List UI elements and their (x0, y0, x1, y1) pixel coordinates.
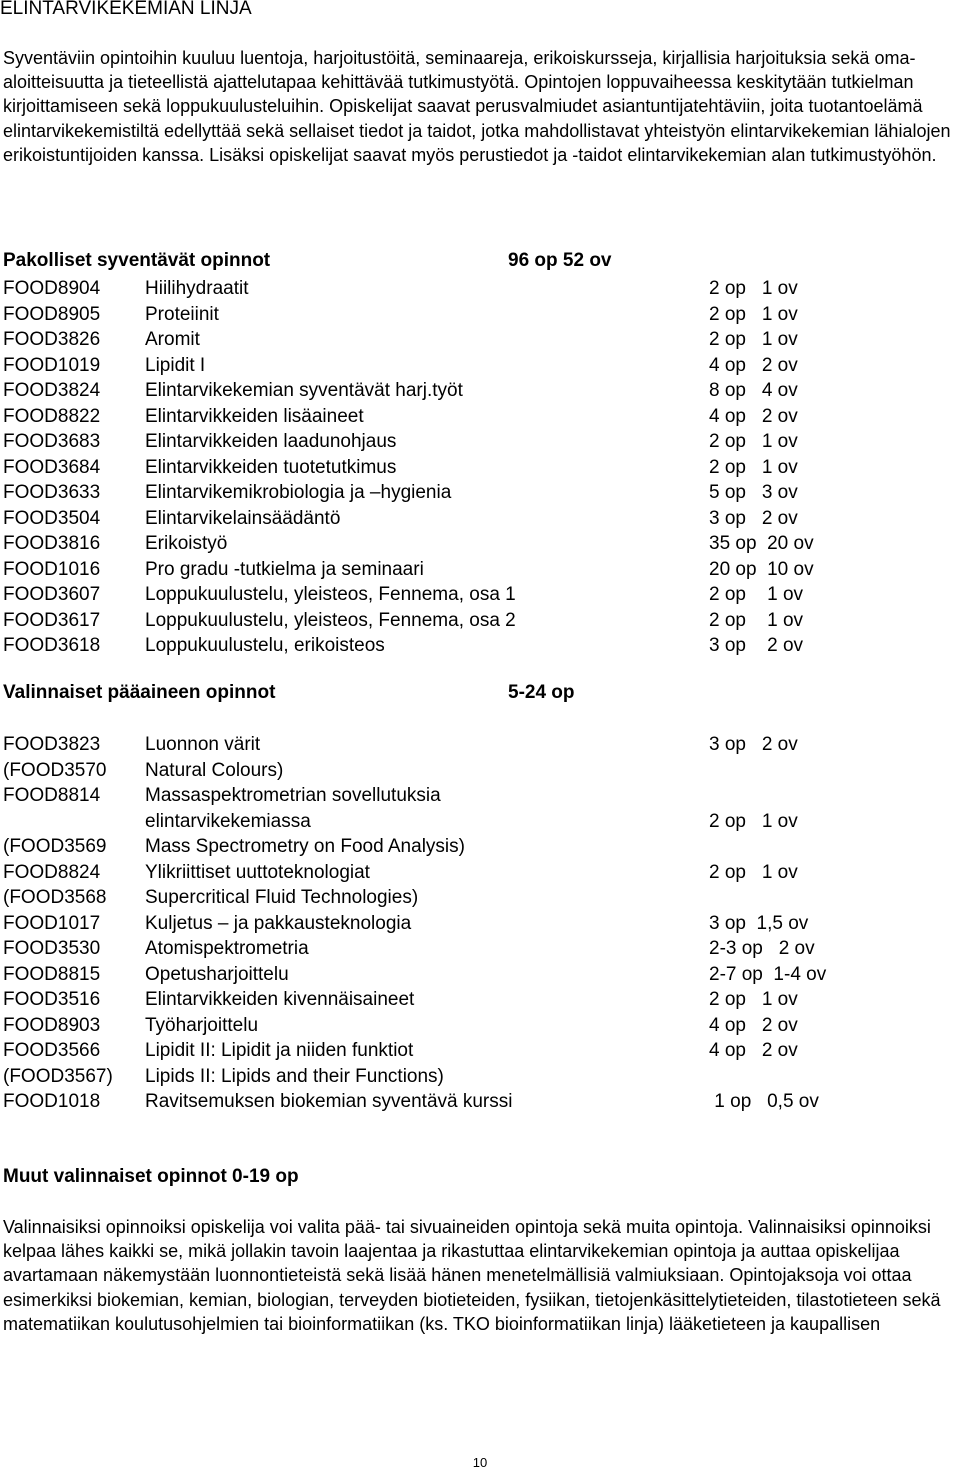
course-name: Mass Spectrometry on Food Analysis) (145, 836, 465, 857)
course-row (3, 582, 955, 608)
course-row (3, 327, 955, 353)
course-code: FOOD1019 (3, 354, 101, 376)
course-credits: 3 op 2 ov (709, 734, 798, 755)
course-row (3, 455, 955, 481)
course-code: FOOD8822 (3, 405, 101, 427)
course-name: Ylikriittiset uuttoteknologiat (145, 861, 370, 883)
course-name: Loppukuulustelu, yleisteos, Fennema, osa 2 (145, 609, 516, 631)
course-row (3, 302, 955, 328)
course-credits: 4 op 2 ov (709, 1040, 798, 1061)
course-code: FOOD1017 (3, 912, 101, 934)
course-row (3, 276, 955, 302)
course-credits: 2 op 1 ov (709, 329, 798, 350)
course-name: Loppukuulustelu, erikoisteos (145, 635, 385, 656)
course-code: FOOD3684 (3, 456, 101, 478)
course-code: FOOD3617 (3, 609, 101, 631)
other-studies-heading (3, 1166, 299, 1188)
course-row (3, 860, 955, 886)
course-row (3, 531, 955, 557)
course-row (3, 608, 955, 634)
course-name: Elintarvikekemian syventävät harj.työt (145, 380, 463, 401)
course-credits: 3 op 2 ov (709, 507, 798, 529)
course-name: Massaspektrometrian sovellutuksia (145, 785, 441, 806)
course-row (3, 1038, 955, 1064)
course-code: (FOOD3567) (3, 1065, 113, 1087)
course-credits: 2 op 1 ov (709, 456, 798, 478)
course-code: FOOD8904 (3, 278, 101, 299)
page-number: 10 (472, 1455, 488, 1470)
course-row (3, 962, 955, 988)
page-title: ELINTARVIKEKEMIAN LINJA (0, 0, 252, 19)
course-code: FOOD3683 (3, 431, 101, 452)
mandatory-heading (3, 250, 612, 272)
course-code: FOOD3516 (3, 989, 101, 1010)
course-code: (FOOD3569 (3, 836, 107, 857)
course-name: Hiilihydraatit (145, 278, 249, 299)
course-code: FOOD8905 (3, 303, 101, 325)
course-credits: 2 op 1 ov (709, 584, 804, 605)
course-row (3, 633, 955, 659)
course-credits: 2 op 1 ov (709, 303, 798, 325)
course-row (3, 1064, 955, 1090)
course-code: (FOOD3568 (3, 887, 107, 908)
course-code: FOOD3530 (3, 938, 101, 959)
course-name: Elintarvikkeiden tuotetutkimus (145, 456, 397, 478)
course-row (3, 404, 955, 430)
course-code: FOOD8903 (3, 1014, 101, 1036)
course-credits: 20 op 10 ov (709, 558, 814, 580)
course-code: FOOD1018 (3, 1091, 101, 1112)
course-code: FOOD3826 (3, 329, 101, 350)
course-credits: 2 op 1 ov (709, 989, 798, 1010)
course-name: Supercritical Fluid Technologies) (145, 887, 419, 908)
course-name: Ravitsemuksen biokemian syventävä kurssi (145, 1091, 513, 1112)
course-code: FOOD8814 (3, 785, 101, 806)
mandatory-course-list (3, 276, 955, 659)
intro-paragraph: Syventäviin opintoihin kuuluu luentoja, harjoitustöitä, seminaareja, erikoiskursseja, kirjallisia harjoituksia sekä oma-aloitteisuutta ja tieteellistä ajattelutapaa kehittävää tutkimustyötä. Opintojen loppuvaiheessa keskitytään tutkielman kirjoittamiseen sekä loppukuulusteluihin. Opiskelijat saavat perusvalmiudet asiantuntijatehtäviin, joita tuotantoelämä elintarvikekemistiltä edellyttää sekä sellaiset tiedot ja taidot, jotka mahdollistavat yhteistyön elintarvikekemian lähialojen erikoistuntijoiden kanssa. Lisäksi opiskelijat saavat myös perustiedot ja -taidot elintarvikekemian alan tutkimustyöhön. (3, 48, 951, 165)
course-name: Lipids II: Lipids and their Functions) (145, 1065, 444, 1087)
course-name: elintarvikekemiassa (145, 810, 311, 832)
course-row (3, 987, 955, 1013)
course-code: FOOD3566 (3, 1040, 101, 1061)
course-code: FOOD3823 (3, 734, 101, 755)
course-code: FOOD3504 (3, 507, 101, 529)
mandatory-total: 96 op 52 ov (508, 250, 612, 271)
course-row (3, 557, 955, 583)
course-name: Natural Colours) (145, 759, 284, 781)
course-name: Loppukuulustelu, yleisteos, Fennema, osa 1 (145, 584, 516, 605)
optional-major-course-list (3, 732, 955, 1115)
course-code: FOOD8815 (3, 963, 101, 985)
course-code: FOOD3633 (3, 482, 101, 503)
course-code: (FOOD3570 (3, 759, 107, 781)
course-row (3, 429, 955, 455)
course-code: FOOD3824 (3, 380, 101, 401)
course-row (3, 758, 955, 784)
course-name: Aromit (145, 329, 200, 350)
course-credits: 5 op 3 ov (709, 482, 798, 503)
course-name: Työharjoittelu (145, 1014, 259, 1036)
other-studies-heading-label: Muut valinnaiset opinnot 0-19 op (3, 1166, 299, 1187)
course-name: Proteiinit (145, 303, 219, 325)
course-row (3, 732, 955, 758)
course-credits: 4 op 2 ov (709, 405, 798, 427)
course-name: Luonnon värit (145, 734, 261, 755)
course-code: FOOD3816 (3, 533, 101, 554)
course-row (3, 911, 955, 937)
course-name: Elintarvikkeiden laadunohjaus (145, 431, 397, 452)
course-code: FOOD1016 (3, 558, 101, 580)
course-row (3, 378, 955, 404)
course-credits: 3 op 2 ov (709, 635, 804, 656)
optional-major-heading-label: Valinnaiset pääaineen opinnot (3, 682, 276, 703)
course-credits: 4 op 2 ov (709, 354, 798, 376)
course-code: FOOD8824 (3, 861, 101, 883)
course-row (3, 783, 955, 809)
course-row (3, 353, 955, 379)
course-row (3, 1013, 955, 1039)
course-code: FOOD3618 (3, 635, 101, 656)
course-name: Elintarvikemikrobiologia ja –hygienia (145, 482, 452, 503)
optional-major-heading (3, 682, 575, 704)
course-name: Kuljetus – ja pakkausteknologia (145, 912, 412, 934)
course-name: Lipidit I (145, 354, 206, 376)
course-name: Atomispektrometria (145, 938, 309, 959)
course-credits: 2 op 1 ov (709, 609, 804, 631)
course-row (3, 834, 955, 860)
course-name: Pro gradu -tutkielma ja seminaari (145, 558, 424, 580)
course-row (3, 809, 955, 835)
course-name: Elintarvikelainsäädäntö (145, 507, 341, 529)
course-name: Elintarvikkeiden lisäaineet (145, 405, 364, 427)
course-name: Lipidit II: Lipidit ja niiden funktiot (145, 1040, 414, 1061)
course-credits: 3 op 1,5 ov (709, 912, 809, 934)
course-credits: 2 op 1 ov (709, 810, 798, 832)
optional-major-total: 5-24 op (508, 682, 575, 703)
course-name: Opetusharjoittelu (145, 963, 289, 985)
course-name: Elintarvikkeiden kivennäisaineet (145, 989, 415, 1010)
course-name: Erikoistyö (145, 533, 228, 554)
course-credits: 35 op 20 ov (709, 533, 814, 554)
course-credits: 1 op 0,5 ov (709, 1091, 819, 1112)
course-code: FOOD3607 (3, 584, 101, 605)
course-row (3, 885, 955, 911)
course-row (3, 480, 955, 506)
course-credits: 2 op 1 ov (709, 861, 798, 883)
course-credits: 2-7 op 1-4 ov (709, 963, 827, 985)
course-row (3, 1089, 955, 1115)
course-row (3, 506, 955, 532)
course-credits: 4 op 2 ov (709, 1014, 798, 1036)
other-studies-paragraph: Valinnaisiksi opinnoiksi opiskelija voi valita pää- tai sivuaineiden opintoja sekä muita opintoja. Valinnaisiksi opinnoiksi kelpaa lähes kaikki se, mikä jollakin tavoin laajentaa ja rikastuttaa elintarvikekemian opintoja ja auttaa opiskelijaa avartamaan näkemystään luonnontieteistä sekä lisää hänen menetelmällisiä valmiuksiaan. Opintojaksoja voi ottaa esimerkiksi biokemian, kemian, biologian, terveyden biotieteiden, fysiikan, tietojenkäsittelytieteiden, tilastotieteen sekä matematiikan koulutusohjelmien tai bioinformatiikan (ks. TKO bioinformatiikan linja) lääketieteen ja kaupallisen (3, 1217, 941, 1334)
course-row (3, 936, 955, 962)
mandatory-heading-label: Pakolliset syventävät opinnot (3, 250, 271, 271)
course-credits: 2 op 1 ov (709, 431, 798, 452)
course-credits: 8 op 4 ov (709, 380, 798, 401)
course-credits: 2 op 1 ov (709, 278, 798, 299)
course-credits: 2-3 op 2 ov (709, 938, 815, 959)
